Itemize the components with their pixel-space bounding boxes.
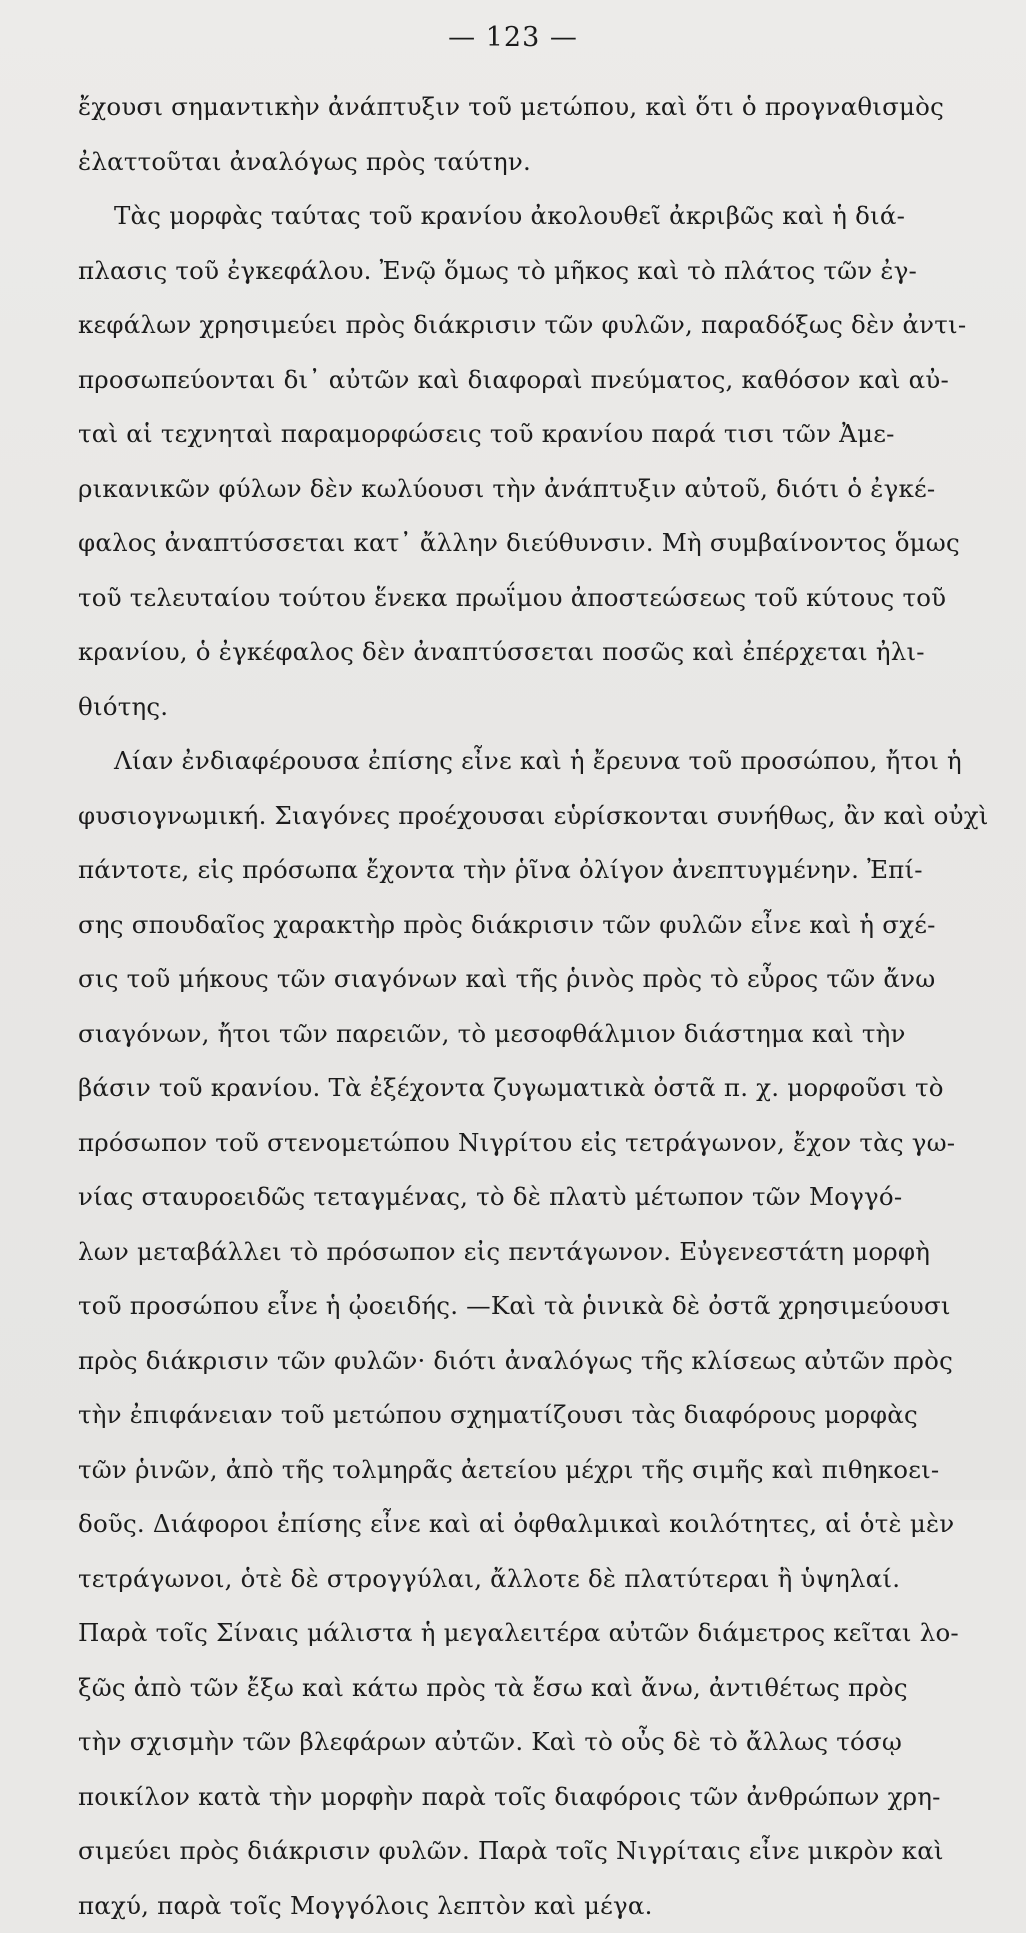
text-line: φυσιογνωμική. Σιαγόνες προέχουσαι εὑρίσκονται συνήθως, ἂν καὶ οὐχὶ [78,789,886,844]
text-line: φαλος ἀναπτύσσεται κατ᾽ ἄλλην διεύθυνσιν. Μὴ συμβαίνοντος ὅμως [78,516,886,571]
text-line: σιαγόνων, ἤτοι τῶν παρειῶν, τὸ μεσοφθάλμιον διάστημα καὶ τὴν [78,1007,886,1062]
text-line: ποικίλον κατὰ τὴν μορφὴν παρὰ τοῖς διαφόροις τῶν ἀνθρώπων χρη- [78,1770,886,1825]
text-line: πλασις τοῦ ἐγκεφάλου. Ἐνῷ ὅμως τὸ μῆκος καὶ τὸ πλάτος τῶν ἐγ- [78,244,886,299]
text-line: τῶν ῥινῶν, ἀπὸ τῆς τολμηρᾶς ἀετείου μέχρι τῆς σιμῆς καὶ πιθηκοει- [78,1443,886,1498]
body-text [78,80,886,1933]
text-line: σης σπουδαῖος χαρακτὴρ πρὸς διάκρισιν τῶν φυλῶν εἶνε καὶ ἡ σχέ- [78,898,886,953]
text-line: πρὸς διάκρισιν τῶν φυλῶν· διότι ἀναλόγως τῆς κλίσεως αὐτῶν πρὸς [78,1334,886,1389]
page-number: — 123 — [0,22,1026,53]
text-line: τὴν ἐπιφάνειαν τοῦ μετώπου σχηματίζουσι τὰς διαφόρους μορφὰς [78,1388,886,1443]
text-line: δοῦς. Διάφοροι ἐπίσης εἶνε καὶ αἱ ὀφθαλμικαὶ κοιλότητες, αἱ ὁτὲ μὲν [78,1497,886,1552]
text-line: βάσιν τοῦ κρανίου. Τὰ ἐξέχοντα ζυγωματικὰ ὀστᾶ π. χ. μορφοῦσι τὸ [78,1061,886,1116]
text-line: σιμεύει πρὸς διάκρισιν φυλῶν. Παρὰ τοῖς Νιγρίταις εἶνε μικρὸν καὶ [78,1824,886,1879]
text-line: κεφάλων χρησιμεύει πρὸς διάκρισιν τῶν φυλῶν, παραδόξως δὲν ἀντι- [78,298,886,353]
text-line: ταὶ αἱ τεχνηταὶ παραμορφώσεις τοῦ κρανίου παρά τισι τῶν Ἀμε- [78,407,886,462]
paragraph-start-line: Λίαν ἐνδιαφέρουσα ἐπίσης εἶνε καὶ ἡ ἔρευνα τοῦ προσώπου, ἤτοι ἡ [78,734,886,789]
text-line: τὴν σχισμὴν τῶν βλεφάρων αὐτῶν. Καὶ τὸ οὖς δὲ τὸ ἄλλως τόσῳ [78,1715,886,1770]
text-line: θιότης. [78,680,886,735]
text-line: τοῦ τελευταίου τούτου ἕνεκα πρωΐμου ἀποστεώσεως τοῦ κύτους τοῦ [78,571,886,626]
paragraph-start-line: Τὰς μορφὰς ταύτας τοῦ κρανίου ἀκολουθεῖ ἀκριβῶς καὶ ἡ διά- [78,189,886,244]
text-line: νίας σταυροειδῶς τεταγμένας, τὸ δὲ πλατὺ μέτωπον τῶν Μογγό- [78,1170,886,1225]
text-line: ἐλαττοῦται ἀναλόγως πρὸς ταύτην. [78,135,886,190]
text-line: τετράγωνοι, ὁτὲ δὲ στρογγύλαι, ἄλλοτε δὲ πλατύτεραι ἢ ὑψηλαί. [78,1552,886,1607]
text-line: λων μεταβάλλει τὸ πρόσωπον εἰς πεντάγωνον. Εὐγενεστάτη μορφὴ [78,1225,886,1280]
text-line: παχύ, παρὰ τοῖς Μογγόλοις λεπτὸν καὶ μέγα. [78,1879,886,1933]
text-line: πρόσωπον τοῦ στενομετώπου Νιγρίτου εἰς τετράγωνον, ἔχον τὰς γω- [78,1116,886,1171]
text-line: πάντοτε, εἰς πρόσωπα ἔχοντα τὴν ῥῖνα ὀλίγον ἀνεπτυγμένην. Ἐπί- [78,843,886,898]
text-line: σις τοῦ μήκους τῶν σιαγόνων καὶ τῆς ῥινὸς πρὸς τὸ εὖρος τῶν ἄνω [78,952,886,1007]
text-line: ρικανικῶν φύλων δὲν κωλύουσι τὴν ἀνάπτυξιν αὐτοῦ, διότι ὁ ἐγκέ- [78,462,886,517]
text-line: κρανίου, ὁ ἐγκέφαλος δὲν ἀναπτύσσεται ποσῶς καὶ ἐπέρχεται ἠλι- [78,625,886,680]
text-line: ἔχουσι σημαντικὴν ἀνάπτυξιν τοῦ μετώπου, καὶ ὅτι ὁ προγναθισμὸς [78,80,886,135]
text-line: προσωπεύονται δι᾽ αὐτῶν καὶ διαφοραὶ πνεύματος, καθόσον καὶ αὐ- [78,353,886,408]
text-line: τοῦ προσώπου εἶνε ἡ ᾠοειδής. —Καὶ τὰ ῥινικὰ δὲ ὀστᾶ χρησιμεύουσι [78,1279,886,1334]
text-line: Παρὰ τοῖς Σίναις μάλιστα ἡ μεγαλειτέρα αὐτῶν διάμετρος κεῖται λο- [78,1606,886,1661]
text-line: ξῶς ἀπὸ τῶν ἔξω καὶ κάτω πρὸς τὰ ἔσω καὶ ἄνω, ἀντιθέτως πρὸς [78,1661,886,1716]
